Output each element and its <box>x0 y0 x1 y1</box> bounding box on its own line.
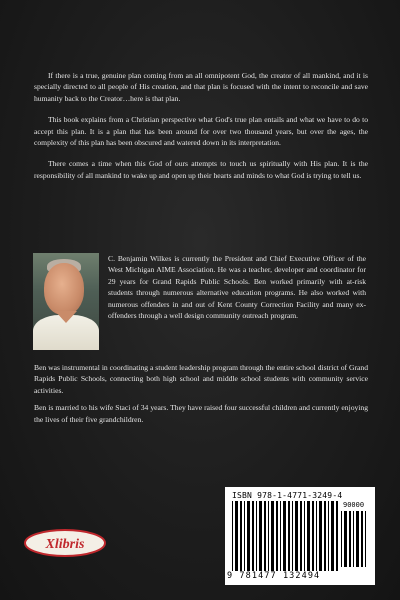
author-photo <box>33 253 99 350</box>
barcode <box>225 487 375 585</box>
price-barcode-bars <box>341 511 369 567</box>
price-code: 90000 <box>343 501 365 509</box>
bio-paragraph-3: Ben is married to his wife Staci of 34 years. They have raised four successful children and currently enjoying the lives of their five grandchildren. <box>34 403 368 424</box>
blurb-paragraph-2: This book explains from a Christian perspective what God's true plan entails and what we have to do to accept this plan. It is a plan that has been around for over two thousand years, but over the ages, the complexity of this plan has been obscured and watered down in its interpretation. <box>34 115 368 147</box>
blurb-paragraph-3: There comes a time when this God of ours attempts to touch us spiritually with His plan. It is the responsibility of all mankind to wake up and open up their hearts and minds to what God is trying to tell us. <box>34 159 368 180</box>
xlibris-logo-icon <box>24 529 106 557</box>
bio-paragraph-2: Ben was instrumental in coordinating a student leadership program through the entire school district of Grand Rapids Public Schools, connecting both high school and middle school students with community service activities. <box>34 363 368 395</box>
blurb <box>34 70 368 191</box>
publisher-name: Xlibris <box>45 537 85 552</box>
blurb-paragraph-1: If there is a true, genuine plan coming from an all omnipotent God, the creator of all mankind, and it is specially directed to all people of His creation, and that plan is focused with the intent to reconcile and save humanity back to the Creator…here is that plan. <box>34 71 368 103</box>
author-bio-more <box>34 362 368 431</box>
barcode-bars <box>232 501 340 571</box>
bio-paragraph-1: C. Benjamin Wilkes is currently the President and Chief Executive Officer of the West Michigan AIME Association. He was a teacher, developer and coordinator for 29 years for Grand Rapids Public Schools. Ben worked primarily with at-risk students through numerous alternative education programs. He also worked with numerous offenders in and out of Kent County Correction Facility and many ex-offenders through a well design community outreach program. <box>108 254 366 320</box>
publisher-logo <box>24 529 106 557</box>
ean-number: 9 781477 132494 <box>227 571 321 581</box>
isbn-label: ISBN 978-1-4771-3249-4 <box>232 491 343 500</box>
author-bio-intro <box>108 253 366 321</box>
